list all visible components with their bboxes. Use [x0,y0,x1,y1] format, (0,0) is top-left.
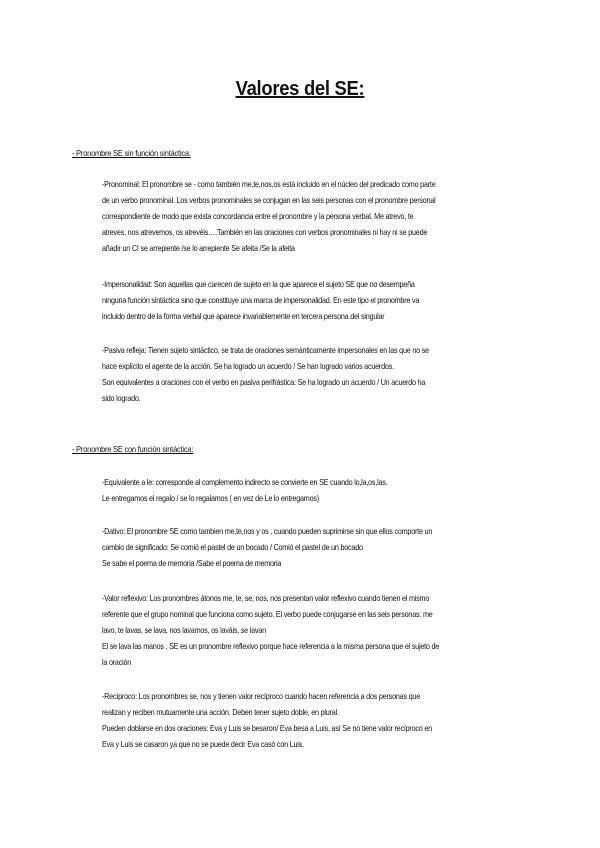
text-line: -Dativo: El pronombre SE como tambien me,te,nos y os , cuando pueden suprimirse sin que ellos comporte un [102,526,433,536]
paragraph-dativo [102,523,527,571]
text-line: referente que el grupo nominal que funciona como sujeto. El verbo puede conjugarse en las seis personas: me [102,609,433,619]
text-line: -Pasiva refleja: Tienen sujeto sintáctico, se trata de oraciones semánticamente impersonales en las que no se [102,345,429,355]
text-line: -Recíproco: Los pronombres se, nos y tienen valor recíproco cuando hacen referencia a dos personas que [102,691,420,701]
text-line: cambio de significado: Se comió el pastel de un bocado / Comió el pastel de un bocado [102,542,363,552]
text-line: -Valor reflexivo: Los pronombres átonos me, te, se, nos, nos presentan valor reflexivo cuando tienen el mismo [102,593,430,603]
text-line: ninguna función sintáctica sino que constituye una marca de impersonalidad. En este tipo el pronombre va [102,295,420,305]
text-line: de un verbo pronominal. Los verbos pronominales se conjugan en las seis personas con el pronombre personal [102,195,436,205]
text-line: añadir un CI se arrepiente /se lo arrepiente Se afeita /Se la afeita [102,243,295,253]
text-line: lavo, te lavas, se lava, nos lavamos, os laváis, se lavan [102,625,266,635]
paragraph-pronominal [102,176,527,256]
text-line: incluido dentro de la forma verbal que aparece invariablemente en tercera persona del singular [102,311,385,321]
text-line: Se sabe el poema de memoria /Sabe el poema de memoria [102,558,282,568]
page-title: Valores del SE: [235,78,365,100]
paragraph-valor-reflexivo [102,590,527,670]
text-line: Eva y Luis se casaron ya que no se puede decir Eva casó con Luis. [102,739,304,749]
text-line: Le entregamos el regalo / se lo regalamos ( en vez de Le lo entregamos) [102,493,319,503]
section-heading-con-funcion: - Pronombre SE con función sintáctica: [72,444,194,454]
text-line: la oración [102,657,132,667]
text-line: -Equivalente a le: corresponde al complemento indirecto se convierte en SE cuando lo,la,os,las. [102,477,388,487]
text-line: Pueden doblarse en dos oraciones: Eva y Luis se besaron/ Eva besa a Luis, así Se no tiene valor recíproco en [102,723,432,733]
paragraph-impersonalidad [102,276,527,324]
text-line: -Pronominal: El pronombre se - como también me,te,nos,os está incluido en el núcleo del predicado como parte [102,179,436,189]
text-line: sido logrado. [102,393,141,403]
text-line: atreves, nos atrevemos, os atrevéis….También en las oraciones con verbos pronominales ni hay ni se puede [102,227,428,237]
section-heading-sin-funcion: - Pronombre SE sin función sintáctica: [72,148,191,158]
text-line: -Impersonalidad: Son aquellas que carecen de sujeto en la que aparece el sujeto SE que no desempeña [102,279,415,289]
paragraph-equivalente-le [102,474,527,506]
text-line: correspondiente de modo que exista concordancia entre el pronombre y la persona verbal. Me atrevo, te [102,211,414,221]
paragraph-reciproco [102,688,527,752]
text-line: realizan y reciben mutuamente una acción. Deben tener sujeto doble, en plural. [102,707,339,717]
text-line: hace explícito el agente de la acción. Se ha logrado un acuerdo / Se han logrado varios acuerdos. [102,361,394,371]
text-line: Son equivalentes a oraciones con el verbo en pasiva perifrástica: Se ha logrado un acuerdo / Un acuerdo ha [102,377,426,387]
text-line: El se lava las manos , SE es un pronombre reflexivo porque hace referencia a la misma persona que el sujeto de [102,641,440,651]
paragraph-pasiva-refleja [102,342,527,406]
